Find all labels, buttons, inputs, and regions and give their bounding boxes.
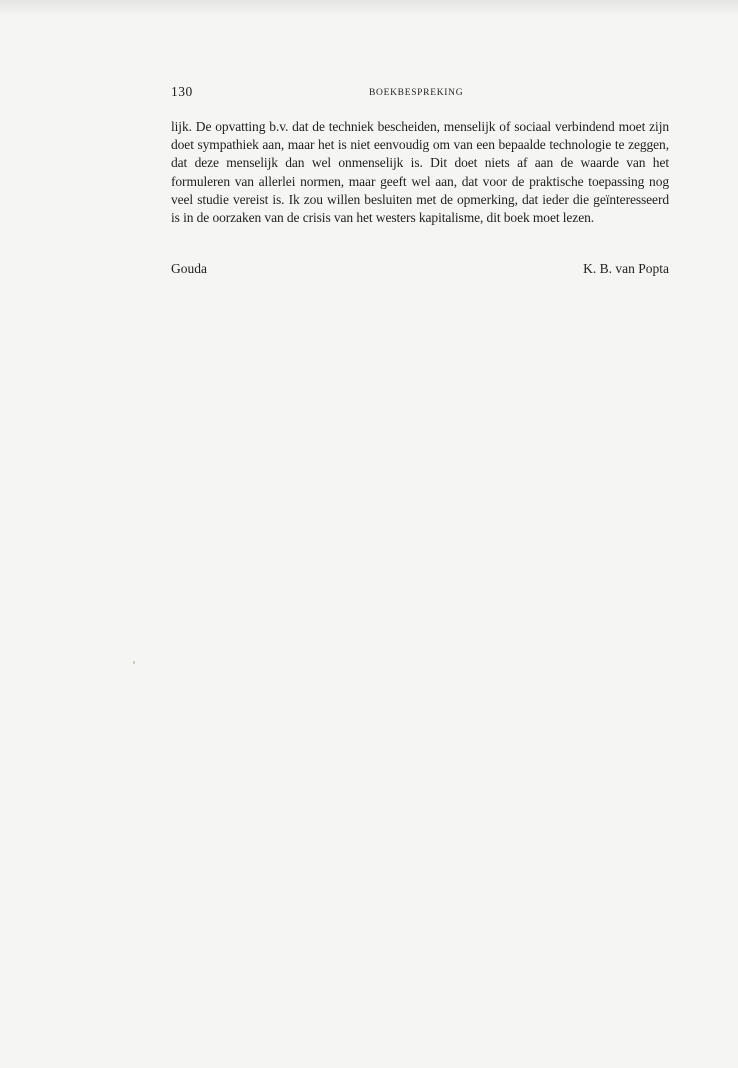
page-number: 130 xyxy=(171,84,193,99)
signature-place: Gouda xyxy=(171,261,207,276)
body-paragraph: lijk. De opvatting b.v. dat de techniek bescheiden, menselijk of sociaal verbindend moet zijn doet sympathiek aan, maar het is niet eenvoudig om van een bepaalde technologie te zeggen, dat deze menselijk dan wel onmenselijk is. Dit doet niets af aan de waarde van het formuleren van allerlei normen, maar geeft wel aan, dat voor de praktische toepassing nog veel studie vereist is. Ik zou willen besluiten met de opmerking, dat ieder die geïnteresseerd is in de oorzaken van de crisis van het westers kapitalisme, dit boek moet lezen. xyxy=(171,119,669,226)
signature-author: K. B. van Popta xyxy=(583,261,669,276)
scan-speck xyxy=(133,661,135,664)
running-head: BOEKBESPREKING xyxy=(369,88,464,98)
signature-row xyxy=(171,260,669,278)
